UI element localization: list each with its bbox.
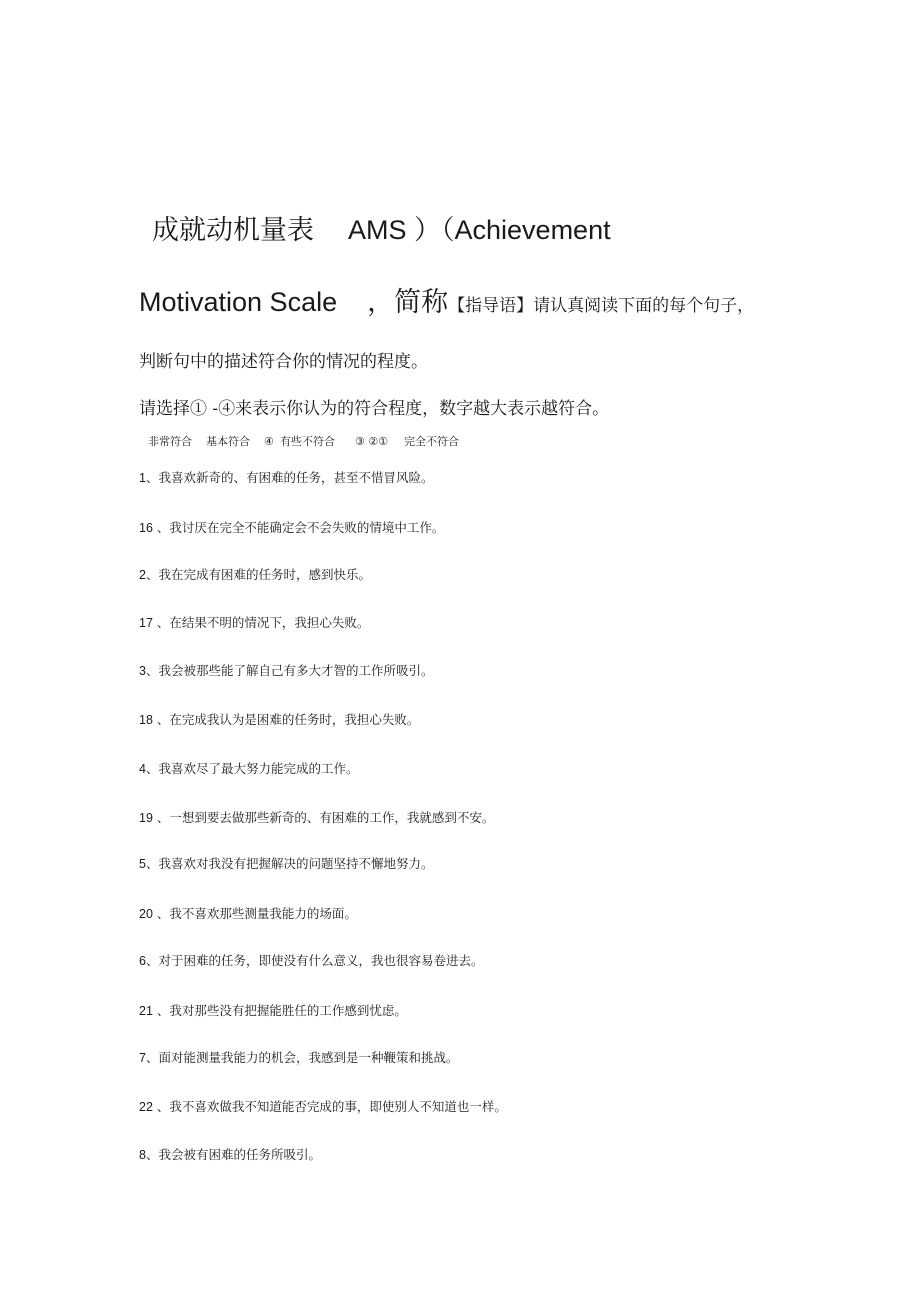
page-title-line-2 <box>139 280 754 319</box>
title-english-part1: AMS ）（Achievement <box>348 215 611 245</box>
scale-label-1: 非常符合 <box>148 435 192 448</box>
list-item: 8、我会被有困难的任务所吸引。 <box>139 1147 321 1162</box>
list-item: 4、我喜欢尽了最大努力能完成的工作。 <box>139 761 359 776</box>
scale-label-3: ④ <box>264 435 274 448</box>
list-item: 22 、我不喜欢做我不知道能否完成的事，即使别人不知道也一样。 <box>139 1099 507 1114</box>
list-item: 5、我喜欢对我没有把握解决的问题坚持不懈地努力。 <box>139 856 434 871</box>
scale-label-5: ③ ②① <box>355 435 389 448</box>
instruction-line-1: 【指导语】请认真阅读下面的每个句子， <box>448 296 755 316</box>
list-item: 21 、我对那些没有把握能胜任的工作感到忧虑。 <box>139 1003 407 1018</box>
list-item: 18 、在完成我认为是困难的任务时，我担心失败。 <box>139 712 420 727</box>
list-item: 1、我喜欢新奇的、有困难的任务，甚至不惜冒风险。 <box>139 470 434 485</box>
list-item: 17 、在结果不明的情况下，我担心失败。 <box>139 615 370 630</box>
list-item: 3、我会被那些能了解自己有多大才智的工作所吸引。 <box>139 663 434 678</box>
title-chinese: 成就动机量表 <box>152 215 314 246</box>
list-item: 7、面对能测量我能力的机会，我感到是一种鞭策和挑战。 <box>139 1050 459 1065</box>
list-item: 20 、我不喜欢那些测量我能力的场面。 <box>139 906 357 921</box>
title-short: ，简称 <box>367 287 449 318</box>
page-title-line-1 <box>152 208 611 247</box>
scale-label-6: 完全不符合 <box>404 435 459 448</box>
instruction-line-2: 判断句中的描述符合你的情况的程度。 <box>139 352 428 372</box>
list-item: 6、对于困难的任务，即使没有什么意义，我也很容易卷进去。 <box>139 953 484 968</box>
list-item: 16 、我讨厌在完全不能确定会不会失败的情境中工作。 <box>139 520 445 535</box>
list-item: 2、我在完成有困难的任务时，感到快乐。 <box>139 567 371 582</box>
instruction-line-3: 请选择① -④来表示你认为的符合程度，数字越大表示越符合。 <box>139 399 610 419</box>
title-english-part2: Motivation Scale <box>139 287 338 317</box>
scale-label-4: 有些不符合 <box>280 435 335 448</box>
scale-label-2: 基本符合 <box>206 435 250 448</box>
rating-scale-legend <box>148 433 459 449</box>
list-item: 19 、一想到要去做那些新奇的、有困难的工作，我就感到不安。 <box>139 810 495 825</box>
